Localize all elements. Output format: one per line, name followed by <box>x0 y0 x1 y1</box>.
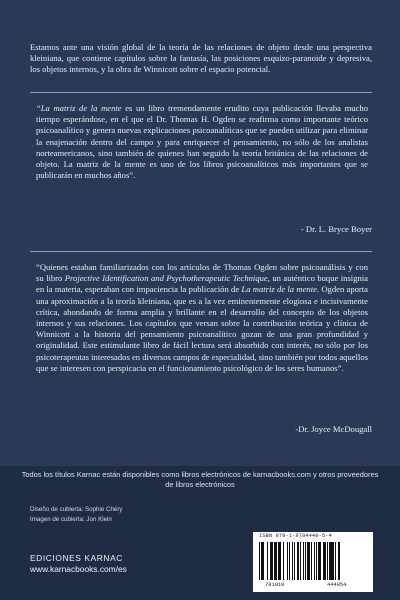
review-boyer-author: - Dr. L. Bryce Boyer <box>300 224 372 234</box>
credits <box>30 505 123 524</box>
publisher-block <box>30 553 127 575</box>
review-text-run: , un auténtico buque insignia en la materia, esperaban con impaciencia la publicación de <box>36 273 368 295</box>
cover-design-credit: Diseño de cubierta: Sophie Chéry <box>30 506 123 513</box>
intro-paragraph: Estamos ante una visión global de la teoría de las relaciones de objeto desde una perspectiva kleiniana, que contiene capítulos sobre la fantasía, las posiciones esquizo-paranoide y depresiva, los objetos internos, y la obra de Winnicott sobre el espacio potencial. <box>30 42 372 75</box>
review-text-run: “La matriz de la mente <box>36 103 122 113</box>
review-boyer-text <box>36 103 368 181</box>
barcode-digits-right: 444054 <box>327 582 347 588</box>
review-mcdougall-text <box>36 262 368 374</box>
barcode <box>253 532 373 592</box>
barcode-bars <box>259 542 367 580</box>
publisher-url: www.karnacbooks.com/es <box>30 564 127 574</box>
barcode-bar <box>340 542 341 580</box>
review-mcdougall <box>36 262 368 374</box>
review-boyer <box>36 103 368 181</box>
barcode-digits-left: 781910 <box>265 582 285 588</box>
divider-middle <box>30 251 372 252</box>
review-text-run: “Quienes estaban familiarizados con los artículos de Thomas Ogden sobre psicoanálisis y con su libro <box>36 262 368 284</box>
review-mcdougall-author: -Dr. Joyce McDougall <box>295 424 372 434</box>
review-text-run: Projective Identification and Psychotherapeutic Technique <box>64 273 268 284</box>
publisher-name: EDICIONES KARNAC <box>30 553 123 563</box>
cover-image-credit: Imagen de cubierta: Jon Klein <box>30 515 112 523</box>
review-text-run: es un libro tremendamente erudito cuya publicación llevaba mucho tiempo esperándose, en el que el Dr. Thomas H. Ogden se reafirma como importante teórico psicoanalítico y genera nuevas explicaciones psicoanalíticas que se pueden utilizar para eliminar la enajenación dentro del campo y para enriquecer el pensamiento, no sólo de los analistas norteamericanos, sino también de quienes han seguido la teoría británica de las relaciones de objeto. La matriz de la mente es uno de los libros psicoanalíticos más importantes que se publicarán en muchos años”. <box>36 103 368 181</box>
review-text-run: La matriz de la mente <box>241 284 317 295</box>
ebook-notice: Todos los títulos Karnac están disponibles como libros electrónicos de karnacbooks.com y otros proveedores de libros electrónicos <box>21 470 379 489</box>
divider-top <box>30 92 372 93</box>
review-text-run: . Ogden aporta una aproximación a la teoría kleiniana, que es a la vez eminentemente elogiosa e incisivamente crítica, ahondando de forma amplia y brillante en el desarrollo del concepto de los objetos internos y sus relaciones. Los capítulos que versan sobre la contribución teórica y clínica de Winnicott a la historia del pensamiento psicoanalítico gozan de una gran profundidad y originalidad. Este estimulante libro de fácil lectura será absorbido con interés, no sólo por los psicoterapeutas interesados en diversos campos de especialidad, sino también por todos aquellos que se interesen con perspicacia en el funcionamiento psicológico de los seres humanos”. <box>36 284 368 373</box>
isbn-label: ISBN 978-1-9784440-5-4 <box>259 533 332 539</box>
